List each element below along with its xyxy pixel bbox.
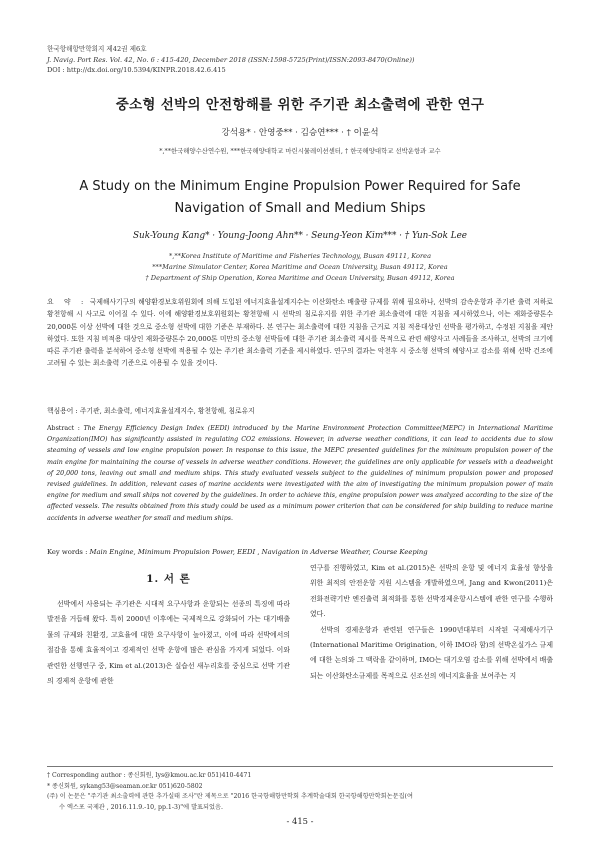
footnote-note-cont: 수 엑스포 국제관 , 2016.11.9.-10, pp.1-3)"에 발표되었음. <box>59 803 223 811</box>
paper-title-en: A Study on the Minimum Engine Propulsion Power Required for Safe Navigation of Small and Medium Ships <box>79 179 521 216</box>
affiliations-ko: *,**한국해양수산연수원, ***한국해양대학교 마린시뮬레이션센터, † 한국해양대학교 선박운항과 교수 <box>159 147 441 155</box>
footnote-note: (주) 이 논문은 "주기관 최소출력에 관한 추가실태 조사"란 제목으로 "2016 한국항해항만학회 추계학술대회 한국항해항만학회논문집(여 <box>47 793 413 801</box>
section-heading-introduction: 1. 서 론 <box>146 573 191 585</box>
affiliation-en-2: ***Marine Simulator Center, Korea Maritime and Ocean University, Busan 49112, Korea <box>152 263 448 271</box>
authors-ko: 강석용* · 안영중** · 김승연*** · † 이윤석 <box>221 128 379 138</box>
page-number: - 415 - <box>286 816 314 826</box>
affiliation-en-3: † Department of Ship Operation, Korea Maritime and Ocean University, Busan 49112, Korea <box>145 274 455 282</box>
abstract-en-text: The Energy Efficiency Design Index (EEDI) introduced by the Marine Environment Protection Committee(MEPC) in International Maritime Organization(IMO) has significantly assisted in regulating CO2 emissions. However, in adverse weather conditions, it can lead to accidents due to slow steaming of vessels and low engine propulsion power. In response to this issue, the MEPC presented guidelines for the minimum propulsion power of the main engine for maintaining the course of vessels in adverse weather conditions. However, the guidelines are only applicable for vessels with a deadweight of 20,000 tons, leaving out small and medium ships. This study evaluated vessels subject to the guidelines of minimum propulsion power and proposed revised guidelines. In addition, relevant cases of marine accidents were investigated with the aim of investigating the minimum propulsion power of main engine for medium and small ships not covered by the guidelines. In order to achieve this, engine propulsion power was analyzed according to the size of the affected vessels. The results obtained from this study could be used as a minimum power criterion that can be considered for ship building to reduce marine accidents in adverse weather for small and medium ships. <box>47 425 553 522</box>
footnote-corresponding-author: † Corresponding author : 종신회원, lys@kmou.ac.kr 051)410-4471 <box>47 772 252 779</box>
paper-title-ko: 중소형 선박의 안전항해를 위한 주기관 최소출력에 관한 연구 <box>115 97 485 113</box>
body-column-left: 선박에서 사용되는 주기관은 시대적 요구사항과 운항되는 선종의 특징에 따라 발전을 거듭해 왔다. 특히 2000년 이후에는 국제적으로 강화되어 가는 대기배출물의 규제와 친환경, 고효율에 대한 요구사항이 높아졌고, 이에 따라 선박에서의 절감을 통해 효율적이고 경제적인 선박 운항에 많은 관심을 가지게 되었다. 이와 관련한 선행연구 중, Kim et al.(2013)은 실습선 새누리호를 중심으로 선박 기관의 경제적 운항에 관한 <box>47 600 290 686</box>
abstract-en-label: Abstract : <box>47 425 80 432</box>
affiliations-en <box>0 251 600 284</box>
keywords-ko-label: 핵심용어 : <box>47 407 78 415</box>
keywords-ko <box>47 405 255 415</box>
footnote-member: * 종신회원, sykang53@seaman.or.kr 051)620-5802 <box>47 782 203 790</box>
body-column-right <box>310 561 553 684</box>
keywords-en <box>47 548 428 556</box>
abstract-ko-label: 요 약 : <box>47 298 88 306</box>
footnotes <box>47 771 553 813</box>
keywords-en-text: Main Engine, Minimum Propulsion Power, EEDI , Navigation in Adverse Weather, Course Keeping <box>89 548 428 556</box>
abstract-ko <box>47 296 553 370</box>
journal-citation: J. Navig. Port Res. Vol. 42, No. 6 : 415-420, December 2018 (ISSN:1598-5725(Print)/ISSN:2093-8470(Online)) <box>47 55 415 64</box>
journal-doi[interactable]: DOI : http://dx.doi.org/10.5394/KINPR.2018.42.6.415 <box>47 66 226 74</box>
abstract-en <box>47 423 553 524</box>
authors-en: Suk-Young Kang* · Young-Joong Ahn** · Seung-Yeon Kim*** · † Yun-Sok Lee <box>133 231 467 241</box>
keywords-ko-text: 주기관, 최소출력, 에너지효율설계지수, 황천항해, 침로유지 <box>79 407 255 415</box>
affiliation-en-1: *,**Korea Institute of Maritime and Fisheries Technology, Busan 49111, Korea <box>168 252 432 260</box>
footnote-divider <box>47 766 553 767</box>
keywords-en-label: Key words : <box>47 548 88 556</box>
abstract-ko-text: 국제해사기구의 해양환경보호위원회에 의해 도입된 에너지효율설계지수는 이산화탄소 배출량 규제를 위해 필요하나, 선박의 감속운항과 주기관 출력 저하로 황천항해 시 사고로 이어질 수 있다. 이에 해양환경보호위원회는 황천항해 시 선박의 침로유지를 위한 주기관 최소출력에 대한 지침을 제시하였으나, 이는 재화중량톤수 20,000톤 이상 선박에 대한 것으로 중소형 선박에 대한 기준은 부재하다. 본 연구는 최소출력에 대한 지침을 근거로 지침 적용대상인 선박을 평가하고, 수정된 지침을 제안하였다. 또한 지침 비적용 대상인 재화중량톤수 20,000톤 미만의 중소형 선박들에 대한 주기관 최소출력 제시를 목적으로 관련 해양사고 사례들을 조사하고, 선박의 크기에 따른 주기관 출력을 분석하여 중소형 선박에 적용될 수 있는 주기관 최소출력 기준을 제시하였다. 연구의 결과는 악천후 시 중소형 선박의 해양사고 감소를 위해 선박 건조에 고려될 수 있는 최소출력 기준으로 이용될 수 있을 것이다. <box>47 298 553 368</box>
journal-header <box>47 44 414 76</box>
journal-name-ko: 한국항해항만학회지 제42권 제6호 <box>47 45 147 53</box>
body-paragraph: 연구를 진행하였고, Kim et al.(2015)은 선박의 운항 및 에너지 효율성 향상을 위한 최적의 안전운항 지원 시스템을 개발하였으며, Jang and Kwon(2011)은 전화전략기반 엔진출력 최적화를 통한 선박경제운항시스템에 관한 연구를 수행하였다. <box>310 564 553 619</box>
body-paragraph: 선박의 경제운항과 관련된 연구들은 1990년대부터 시작된 국제해사기구(International Maritime Origination, 이하 IMO라 함)의 선박온실가스 규제에 대한 논의와 그 맥락을 같이하며, IMO는 대기오염 감소를 위해 선박에서 배출되는 이산화탄소규제를 목적으로 신조선의 에너지효율을 보여주는 지 <box>310 625 553 680</box>
